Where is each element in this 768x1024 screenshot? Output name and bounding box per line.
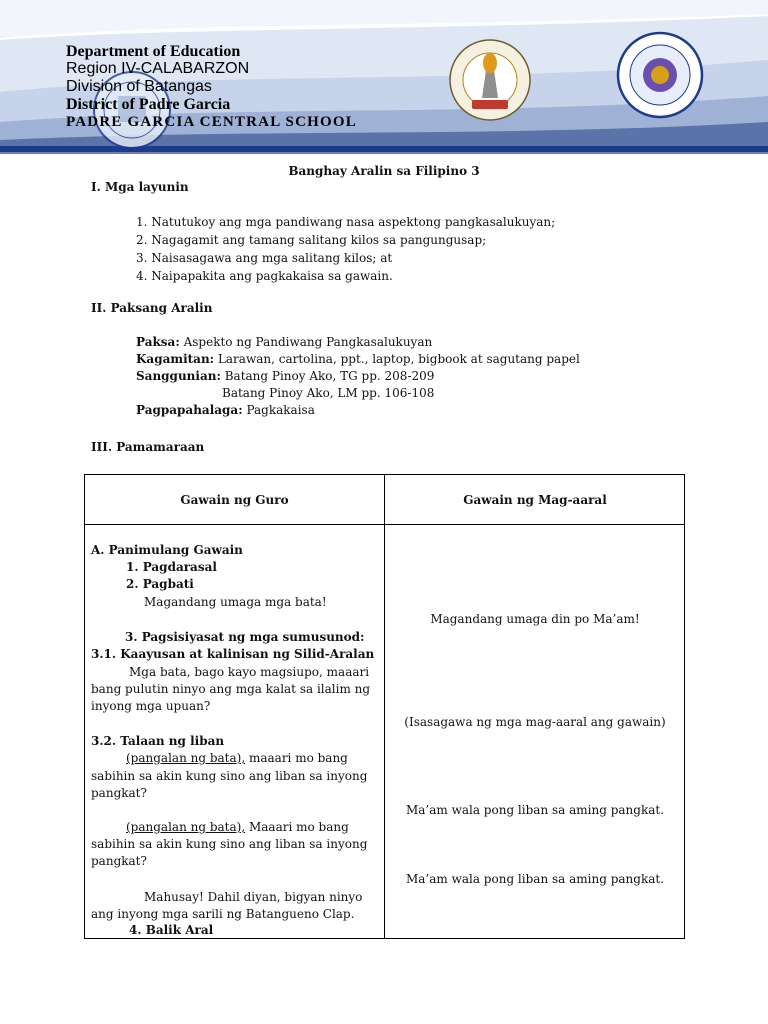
student-name-placeholder: (pangalan ng bata),	[126, 751, 246, 765]
step-prayer: 1. Pagdarasal	[126, 560, 217, 574]
student-action-response: (Isasagawa ng mga mag-aaral ang gawain)	[404, 715, 666, 729]
teacher-greeting: Magandang umaga mga bata!	[144, 595, 327, 609]
table-column-divider	[384, 475, 385, 938]
step-greeting: 2. Pagbati	[126, 577, 194, 591]
step-inspection: 3. Pagsisiyasat ng mga sumusunod:	[125, 630, 365, 644]
kagamitan-value: Larawan, cartolina, ppt., laptop, bigbook at sagutang papel	[217, 352, 580, 366]
objective-item: 1. Natutukoy ang mga pandiwang nasa aspektong pangkasalukuyan;	[136, 215, 556, 229]
teacher-cleanliness-line1: Mga bata, bago kayo magsiupo, maaari	[129, 665, 370, 679]
letterhead	[0, 0, 768, 160]
procedure-a-heading: A. Panimulang Gawain	[91, 543, 243, 557]
division-name: Division of Batangas	[66, 78, 212, 95]
teacher-ask-absent-2	[126, 819, 349, 836]
kagamitan-row	[136, 351, 580, 368]
student-name-placeholder: (pangalan ng bata),	[126, 820, 246, 834]
district-name: District of Padre Garcia	[66, 96, 231, 113]
student-absent-response-2: Ma’am wala pong liban sa aming pangkat.	[405, 872, 665, 886]
objective-item: 4. Naipapakita ang pagkakaisa sa gawain.	[136, 269, 393, 283]
school-seal-icon	[618, 33, 702, 117]
teacher-cleanliness-line3: inyong mga upuan?	[91, 699, 211, 713]
paksa-label: Paksa:	[136, 335, 180, 349]
teacher-praise-line2: ang inyong mga sarili ng Batangueno Clap.	[91, 907, 355, 921]
school-name: PADRE GARCIA CENTRAL SCHOOL	[66, 114, 357, 130]
sanggunian-value: Batang Pinoy Ako, TG pp. 208-209	[224, 369, 435, 383]
document-title: Banghay Aralin sa Filipino 3	[288, 164, 480, 178]
teacher-ask-absent-1	[126, 750, 348, 767]
procedure-table	[84, 474, 685, 939]
student-greeting-response: Magandang umaga din po Ma’am!	[430, 612, 640, 626]
pagpapahalaga-value: Pagkakaisa	[246, 403, 315, 417]
teacher-ask-absent-2-line2: sabihin sa akin kung sino ang liban sa inyong	[91, 837, 368, 851]
paksa-value: Aspekto ng Pandiwang Pangkasalukuyan	[183, 335, 433, 349]
kagamitan-label: Kagamitan:	[136, 352, 215, 366]
step-review: 4. Balik Aral	[129, 923, 214, 937]
department-name: Department of Education	[66, 43, 241, 60]
ask-text: maaari mo bang	[245, 751, 348, 765]
step-cleanliness: 3.1. Kaayusan at kalinisan ng Silid-Aralan	[91, 647, 375, 661]
district-seal-icon	[450, 40, 530, 120]
column-header-student: Gawain ng Mag-aaral	[463, 493, 607, 507]
objectives-list	[136, 213, 555, 285]
student-absent-response-1: Ma’am wala pong liban sa aming pangkat.	[405, 803, 665, 817]
sanggunian-label: Sanggunian:	[136, 369, 221, 383]
teacher-cleanliness-line2: bang pulutin ninyo ang mga kalat sa ilalim ng	[91, 682, 371, 696]
pagpapahalaga-label: Pagpapahalaga:	[136, 403, 243, 417]
region-name: Region IV-CALABARZON	[66, 60, 250, 77]
subject-matter	[136, 334, 580, 419]
section-procedure-heading: III. Pamamaraan	[91, 440, 205, 454]
sanggunian-row	[136, 368, 580, 385]
teacher-ask-absent-1-line3: pangkat?	[91, 786, 147, 800]
sanggunian-value-2: Batang Pinoy Ako, LM pp. 106-108	[222, 386, 435, 400]
pagpapahalaga-row	[136, 402, 580, 419]
ask-text: Maaari mo bang	[245, 820, 349, 834]
teacher-praise-line1: Mahusay! Dahil diyan, bigyan ninyo	[144, 890, 363, 904]
column-header-teacher: Gawain ng Guro	[180, 493, 289, 507]
section-subject-heading: II. Paksang Aralin	[91, 301, 213, 315]
section-objectives-heading: I. Mga layunin	[91, 180, 189, 194]
paksa-row	[136, 334, 580, 351]
table-header-divider	[85, 524, 684, 525]
teacher-ask-absent-2-line3: pangkat?	[91, 854, 147, 868]
step-attendance: 3.2. Talaan ng liban	[91, 734, 225, 748]
objective-item: 3. Naisasagawa ang mga salitang kilos; at	[136, 251, 393, 265]
teacher-ask-absent-1-line2: sabihin sa akin kung sino ang liban sa inyong	[91, 769, 368, 783]
objective-item: 2. Nagagamit ang tamang salitang kilos sa pangungusap;	[136, 233, 487, 247]
